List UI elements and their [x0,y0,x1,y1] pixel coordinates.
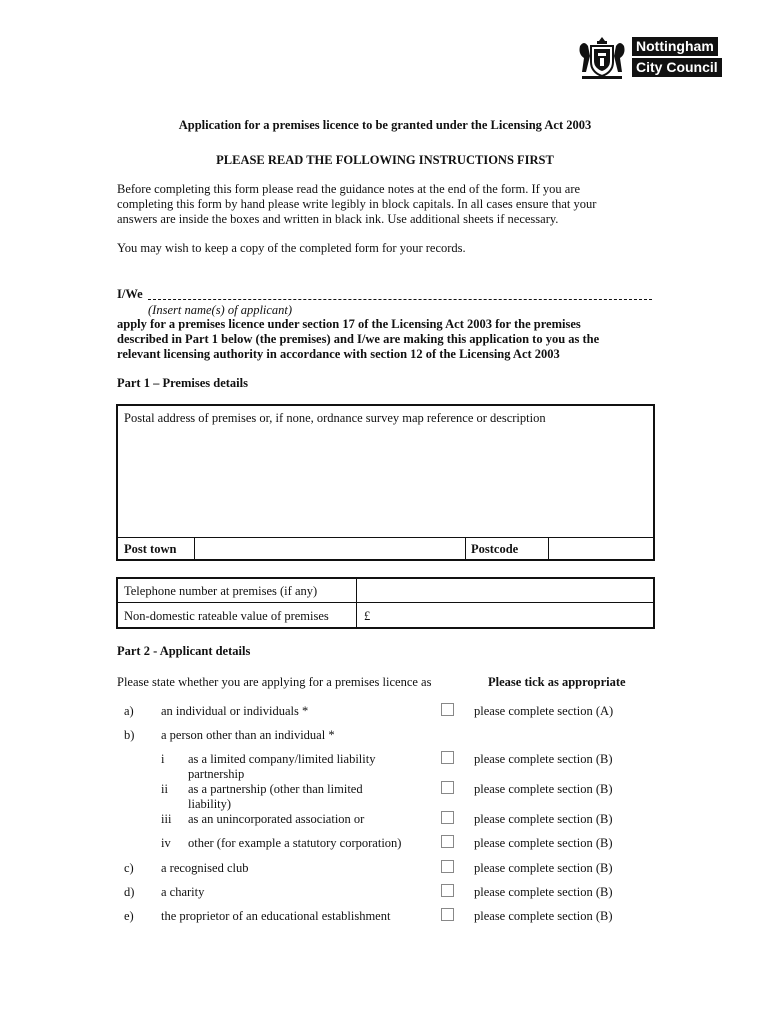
apply-statement [117,317,677,362]
option-label: a charity [161,885,205,899]
option-letter: ii [161,782,168,796]
postcode-label: Postcode [471,542,519,556]
applicant-name-line[interactable] [148,299,652,300]
option-note: please complete section (B) [474,836,613,850]
premises-contact-box [116,577,655,629]
telephone-input[interactable] [358,579,653,602]
option-note: please complete section (B) [474,752,613,766]
address-label: Postal address of premises or, if none, ordnance survey map reference or description [124,411,546,425]
option-label: an individual or individuals * [161,704,309,718]
option-label: the proprietor of an educational establishment [161,909,391,923]
option-note: please complete section (B) [474,885,613,899]
option-label [188,782,363,812]
tick-heading: Please tick as appropriate [488,675,626,689]
tick-recognised-club[interactable] [441,860,454,873]
option-label: other (for example a statutory corporation) [188,836,402,850]
option-label [188,752,375,782]
apply-line: relevant licensing authority in accordance with section 12 of the Licensing Act 2003 [117,347,560,361]
option-note: please complete section (B) [474,782,613,796]
tick-unincorporated[interactable] [441,811,454,824]
tick-individual[interactable] [441,703,454,716]
option-note: please complete section (B) [474,812,613,826]
option-note: please complete section (B) [474,909,613,923]
apply-line: apply for a premises licence under section 17 of the Licensing Act 2003 for the premises [117,317,581,331]
council-logo [576,34,726,80]
option-label-line: partnership [188,767,245,781]
divider [465,537,466,559]
option-letter: i [161,752,165,766]
intro-line: completing this form by hand please write legibly in block capitals. In all cases ensure that your [117,197,597,211]
coat-of-arms-icon [576,34,628,80]
option-note: please complete section (B) [474,861,613,875]
intro-paragraph [117,182,677,227]
option-label-line: as a partnership (other than limited [188,782,363,796]
option-label-line: liability) [188,797,232,811]
option-note: please complete section (A) [474,704,614,718]
tick-charity[interactable] [441,884,454,897]
part1-heading: Part 1 – Premises details [117,376,248,390]
iwe-label: I/We [117,287,143,301]
logo-line-2: City Council [632,58,722,77]
post-town-input[interactable] [196,538,464,559]
tick-educational-establishment[interactable] [441,908,454,921]
option-letter: a) [124,704,134,718]
divider [194,537,195,559]
intro-line: answers are inside the boxes and written in black ink. Use additional sheets if necessary. [117,212,559,226]
intro-line: Before completing this form please read the guidance notes at the end of the form. If you are [117,182,581,196]
address-input[interactable] [118,406,653,536]
option-label-line: as a limited company/limited liability [188,752,376,766]
post-town-label: Post town [124,542,177,556]
state-prompt: Please state whether you are applying for a premises licence as [117,675,432,689]
option-letter: b) [124,728,135,742]
logo-line-1: Nottingham [632,37,718,56]
tick-limited-company[interactable] [441,751,454,764]
divider [548,537,549,559]
tick-partnership[interactable] [441,781,454,794]
postcode-input[interactable] [550,538,652,559]
instructions-heading: PLEASE READ THE FOLLOWING INSTRUCTIONS FIRST [216,153,554,167]
option-letter: iii [161,812,172,826]
premises-address-box [116,404,655,561]
option-letter: e) [124,909,134,923]
option-letter: c) [124,861,134,875]
option-label: as an unincorporated association or [188,812,365,826]
part2-heading: Part 2 - Applicant details [117,644,251,658]
copy-note: You may wish to keep a copy of the completed form for your records. [117,241,466,255]
tick-other[interactable] [441,835,454,848]
form-title: Application for a premises licence to be granted under the Licensing Act 2003 [178,118,592,132]
option-label: a person other than an individual * [161,728,335,742]
divider [356,579,357,627]
option-letter: d) [124,885,135,899]
insert-names-hint: (Insert name(s) of applicant) [148,303,293,317]
rateable-value-input[interactable]: £ [364,609,371,623]
option-letter: iv [161,836,171,850]
option-label: a recognised club [161,861,249,875]
rateable-label: Non-domestic rateable value of premises [124,609,329,623]
telephone-label: Telephone number at premises (if any) [124,584,318,598]
apply-line: described in Part 1 below (the premises) and I/we are making this application to you as the [117,332,600,346]
